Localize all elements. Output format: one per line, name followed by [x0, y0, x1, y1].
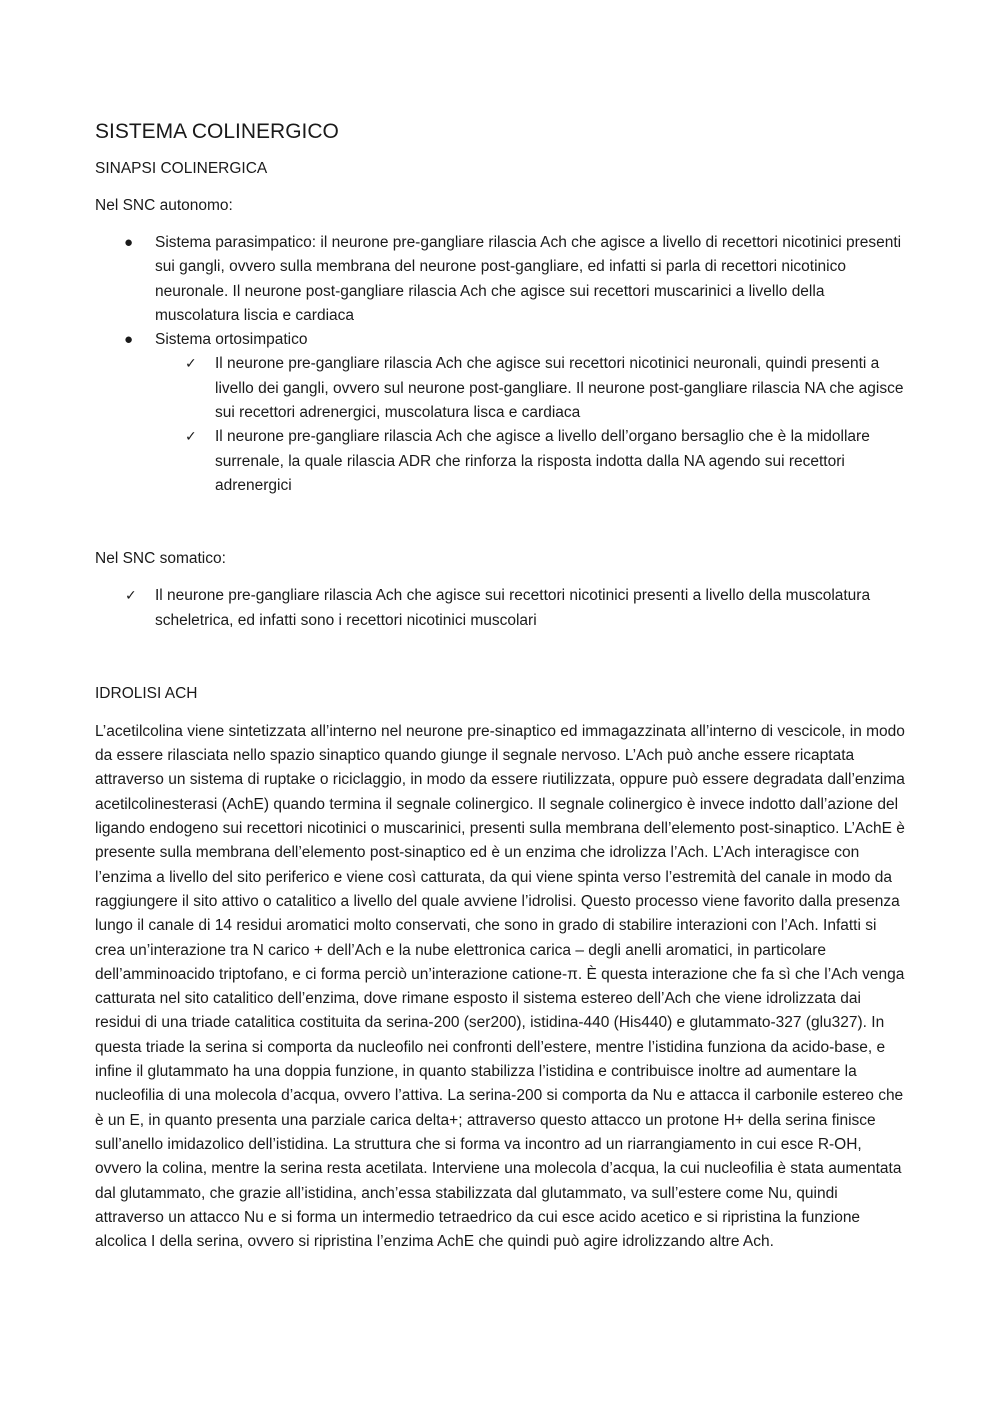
- somatico-check-list: [95, 584, 907, 633]
- list-item: [95, 328, 907, 498]
- checkmark-icon: ✓: [185, 356, 197, 373]
- list-item: [155, 425, 907, 498]
- list-item-text: Il neurone pre-gangliare rilascia Ach che agisce a livello dell’organo bersaglio che è la midollare surrenale, la quale rilascia ADR che rinforza la risposta indotta dalla NA agendo sui recettori adrenergici: [215, 428, 870, 494]
- list-item-text: Il neurone pre-gangliare rilascia Ach che agisce sui recettori nicotinici presenti a livello della muscolatura scheletrica, ed infatti sono i recettori nicotinici muscolari: [155, 587, 871, 629]
- autonomo-intro: Nel SNC autonomo:: [95, 197, 233, 214]
- list-item-text: Sistema parasimpatico: il neurone pre-gangliare rilascia Ach che agisce a livello di recettori nicotinici presenti sui gangli, ovvero sulla membrana del neurone post-gangliare, ed infatti si parla di recettori nicotinico neuronale. Il neurone post-gangliare rilascia Ach che agisce sui recettori muscarinici a livello della muscolatura liscia e cardiaca: [155, 234, 902, 324]
- page-title: SISTEMA COLINERGICO: [95, 120, 339, 143]
- document-page: [95, 118, 907, 1254]
- list-item-text: Sistema ortosimpatico: [155, 331, 308, 349]
- section-heading-idrolisi: IDROLISI ACH: [95, 684, 198, 702]
- bullet-icon: ●: [124, 331, 134, 349]
- section-heading-sinapsi: SINAPSI COLINERGICA: [95, 160, 268, 177]
- bullet-icon: ●: [124, 234, 134, 251]
- checkmark-icon: ✓: [185, 429, 197, 446]
- ortosimpatico-sublist: [155, 352, 907, 498]
- spacer: [95, 633, 907, 683]
- list-item: [95, 584, 907, 633]
- somatico-intro: Nel SNC somatico:: [95, 550, 226, 568]
- list-item-text: Il neurone pre-gangliare rilascia Ach che agisce sui recettori nicotinici neuronali, quindi presenti a livello dei gangli, ovvero sul neurone post-gangliare. Il neurone post-gangliare rilascia NA che agisce sui recettori adrenergici, muscolatura lisca e cardiaca: [215, 355, 904, 422]
- checkmark-icon: ✓: [125, 588, 137, 605]
- idrolisi-paragraph: L’acetilcolina viene sintetizzata all’interno nel neurone pre-sinaptico ed immagazzinata all’interno di vescicole, in modo da essere rilasciata nello spazio sinaptico quando giunge il segnale nervoso. L’Ach può anche essere ricaptata attraverso un sistema di ruptake o riciclaggio, in modo da essere riutilizzata, oppure può essere degradata dall’enzima acetilcolinesterasi (AchE) quando termina il segnale colinergico. Il segnale colinergico è invece indotto dall’azione del ligando endogeno sui recettori nicotinici o muscarinici, presenti sulla membrana dell’elemento post-sinaptico. L’AchE è presente sulla membrana dell’elemento post-sinaptico ed è un enzima che idrolizza l’Ach. L’Ach interagisce con l’enzima a livello del sito periferico e viene così catturata, da qui viene spinta verso l’estremità del canale in modo da raggiungere il sito attivo o catalitico a livello del quale avviene l’idrolisi. Questo processo viene favorito dalla presenza lungo il canale di 14 residui aromatici molto conservati, che sono in grado di stabilire interazioni con l’Ach. Infatti si crea un’interazione tra N carico + dell’Ach e la nube elettronica carica – degli anelli aromatici, in particolare dell’amminoacido triptofano, e ci forma perciò un’interazione catione-π. È questa interazione che fa sì che l’Ach venga catturata nel sito catalitico dell’enzima, dove rimane esposto il sistema estereo dell’Ach che viene idrolizzata dai residui di una triade catalitica costituita da serina-200 (ser200), istidina-440 (His440) e glutammato-327 (glu327). In questa triade la serina si comporta da nucleofilo nei confronti dell’estere, mentre l’istidina funziona da acido-base, e infine il glutammato ha una doppia funzione, in quanto stabilizza l’istidina e contribuisce inoltre ad aumentare la nucleofilia di una molecola d’acqua, ovvero l’attiva. La serina-200 si comporta da Nu e attacca il carbonile estereo che è un E, in quanto presenta una parziale carica delta+; attraverso questo attacco un protone H+ della serina finisce sull’anello imidazolico dell’istidina. La struttura che si forma va incontro ad un riarrangiamento in cui esce R-OH, ovvero la colina, mentre la serina resta acetilata. Interviene una molecola d’acqua, la cui nucleofilia è stata aumentata dal glutammato, che grazie all’istidina, anch’essa stabilizzata dal glutammato, va sull’estere come Nu, quindi attraverso un attacco Nu e si forma un intermedio tetraedrico da cui esce acido acetico e si ripristina la funzione alcolica I della serina, ovvero si ripristina l’enzima AchE che quindi può agire idrolizzando altre Ach.: [95, 722, 905, 1251]
- list-item: [95, 231, 907, 328]
- spacer: [95, 498, 907, 548]
- autonomo-bullet-list: [95, 231, 907, 498]
- list-item: [155, 352, 907, 425]
